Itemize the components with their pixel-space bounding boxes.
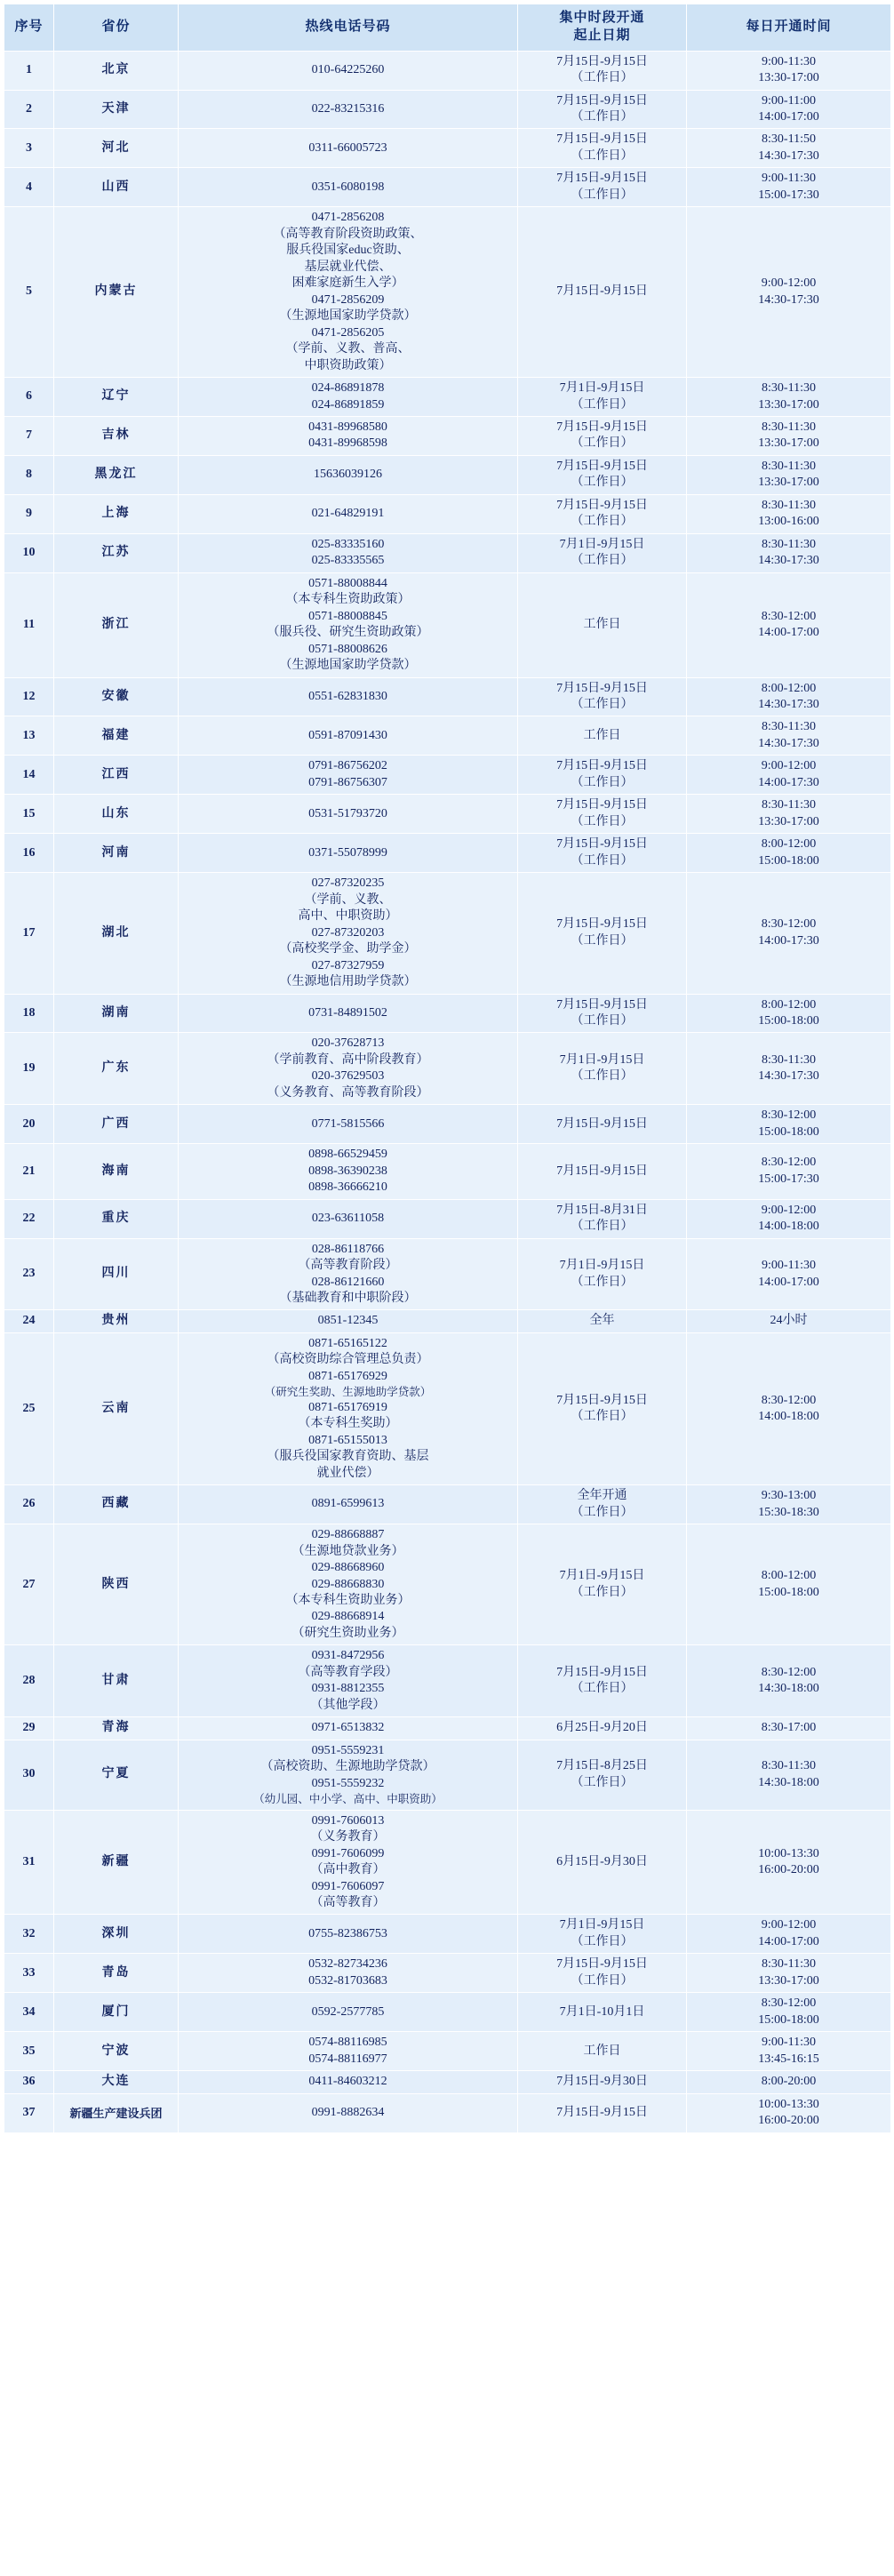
table-row [4,494,891,533]
cell-daily-time: 8:30-11:30 13:30-17:00 [687,416,891,455]
cell-phone-numbers: 025-83335160 025-83335565 [179,533,518,572]
cell-index: 29 [4,1717,54,1740]
table-row [4,1485,891,1524]
cell-phone-numbers: 0532-82734236 0532-81703683 [179,1954,518,1993]
cell-daily-time: 8:30-12:00 14:00-17:30 [687,873,891,994]
cell-period: 7月1日-9月15日 （工作日） [518,1524,687,1645]
cell-index: 17 [4,873,54,994]
cell-index: 22 [4,1199,54,1238]
table-row [4,572,891,677]
cell-daily-time: 24小时 [687,1310,891,1332]
header-province: 省份 [54,4,179,52]
cell-period: 工作日 [518,572,687,677]
cell-province: 吉林 [54,416,179,455]
cell-province: 宁波 [54,2032,179,2071]
cell-daily-time: 8:30-11:50 14:30-17:30 [687,129,891,168]
cell-index: 13 [4,716,54,756]
cell-index: 35 [4,2032,54,2071]
table-row [4,795,891,834]
cell-index: 3 [4,129,54,168]
cell-phone-numbers: 0731-84891502 [179,994,518,1033]
cell-daily-time: 8:30-17:00 [687,1717,891,1740]
header-row [4,4,891,52]
cell-province: 青海 [54,1717,179,1740]
cell-phone-numbers: 029-88668887 （生源地贷款业务） 029-88668960 029-88668830 （本专科生资助业务） 029-88668914 （研究生资助业务） [179,1524,518,1645]
table-row [4,1033,891,1105]
cell-province: 山东 [54,795,179,834]
cell-period: 工作日 [518,716,687,756]
table-row [4,873,891,994]
cell-period: 7月15日-9月15日 （工作日） [518,494,687,533]
cell-period: 7月1日-9月15日 （工作日） [518,1238,687,1310]
cell-phone-numbers: 0574-88116985 0574-88116977 [179,2032,518,2071]
table-row [4,1645,891,1717]
cell-period: 7月15日-8月25日 （工作日） [518,1740,687,1810]
table-row [4,716,891,756]
cell-index: 9 [4,494,54,533]
cell-index: 4 [4,168,54,207]
cell-period: 7月15日-9月15日 （工作日） [518,168,687,207]
hotline-table [4,4,891,2133]
cell-daily-time: 9:00-12:00 14:30-17:30 [687,207,891,378]
cell-daily-time: 8:30-11:30 13:30-17:00 [687,795,891,834]
cell-index: 25 [4,1332,54,1484]
cell-province: 宁夏 [54,1740,179,1810]
cell-period: 7月15日-9月15日 [518,2093,687,2132]
table-row [4,1199,891,1238]
cell-province: 湖北 [54,873,179,994]
cell-daily-time: 8:00-12:00 15:00-18:00 [687,994,891,1033]
cell-period: 7月15日-9月15日 [518,1105,687,1144]
cell-province: 浙江 [54,572,179,677]
cell-phone-numbers: 0531-51793720 [179,795,518,834]
cell-province: 江苏 [54,533,179,572]
cell-daily-time: 9:00-12:00 14:00-18:00 [687,1199,891,1238]
table-row [4,756,891,795]
table-row [4,168,891,207]
cell-province: 天津 [54,90,179,129]
cell-phone-numbers: 0311-66005723 [179,129,518,168]
cell-period: 7月15日-9月15日 （工作日） [518,834,687,873]
cell-phone-numbers: 0991-8882634 [179,2093,518,2132]
table-row [4,834,891,873]
cell-index: 26 [4,1485,54,1524]
table-row [4,533,891,572]
cell-index: 5 [4,207,54,378]
cell-daily-time: 9:00-12:00 14:00-17:00 [687,1915,891,1954]
cell-index: 37 [4,2093,54,2132]
cell-phone-numbers: 027-87320235 （学前、义教、 高中、中职资助） 027-87320203 （高校奖学金、助学金） 027-87327959 （生源地信用助学贷款） [179,873,518,994]
cell-daily-time: 8:00-12:00 15:00-18:00 [687,1524,891,1645]
cell-period: 7月15日-9月15日 （工作日） [518,129,687,168]
cell-index: 2 [4,90,54,129]
cell-daily-time: 9:00-11:30 14:00-17:00 [687,1238,891,1310]
cell-index: 15 [4,795,54,834]
cell-daily-time: 8:30-12:00 14:30-18:00 [687,1645,891,1717]
cell-province: 广西 [54,1105,179,1144]
cell-phone-numbers: 0431-89968580 0431-89968598 [179,416,518,455]
cell-index: 34 [4,1993,54,2032]
cell-daily-time: 8:30-11:30 13:30-17:00 [687,455,891,494]
cell-phone-numbers: 028-86118766 （高等教育阶段） 028-86121660 （基础教育和中职阶段） [179,1238,518,1310]
cell-province: 西藏 [54,1485,179,1524]
cell-province: 黑龙江 [54,455,179,494]
cell-index: 20 [4,1105,54,1144]
cell-index: 18 [4,994,54,1033]
cell-phone-numbers: 0931-8472956 （高等教育学段） 0931-8812355 （其他学段） [179,1645,518,1717]
cell-province: 湖南 [54,994,179,1033]
table-row [4,994,891,1033]
cell-index: 1 [4,51,54,90]
cell-phone-numbers: 0951-5559231 （高校资助、生源地助学贷款） 0951-5559232 （幼儿园、中小学、高中、中职资助） [179,1740,518,1810]
header-phone: 热线电话号码 [179,4,518,52]
table-row [4,1524,891,1645]
cell-phone-numbers: 022-83215316 [179,90,518,129]
cell-daily-time: 8:30-11:30 14:30-18:00 [687,1740,891,1810]
cell-index: 7 [4,416,54,455]
header-index: 序号 [4,4,54,52]
cell-period: 6月15日-9月30日 [518,1810,687,1915]
cell-daily-time: 8:30-12:00 15:00-18:00 [687,1993,891,2032]
cell-phone-numbers: 0991-7606013 （义务教育） 0991-7606099 （高中教育） 0991-7606097 （高等教育） [179,1810,518,1915]
cell-period: 7月15日-9月15日 （工作日） [518,1645,687,1717]
cell-daily-time: 8:30-11:30 14:30-17:30 [687,533,891,572]
cell-province: 安徽 [54,677,179,716]
cell-period: 7月1日-9月15日 （工作日） [518,1915,687,1954]
cell-province: 内蒙古 [54,207,179,378]
cell-province: 重庆 [54,1199,179,1238]
cell-phone-numbers: 0592-2577785 [179,1993,518,2032]
cell-index: 30 [4,1740,54,1810]
cell-phone-numbers: 0871-65165122 （高校资助综合管理总负责） 0871-65176929 （研究生奖助、生源地助学贷款） 0871-65176919 （本专科生奖助） 0871-65155013 （服兵役国家教育资助、基层 就业代偿） [179,1332,518,1484]
cell-province: 山西 [54,168,179,207]
cell-daily-time: 8:30-12:00 15:00-18:00 [687,1105,891,1144]
cell-index: 8 [4,455,54,494]
cell-period: 7月15日-9月15日 （工作日） [518,416,687,455]
cell-phone-numbers: 0571-88008844 （本专科生资助政策） 0571-88008845 （服兵役、研究生资助政策） 0571-88008626 （生源地国家助学贷款） [179,572,518,677]
cell-province: 四川 [54,1238,179,1310]
cell-period: 工作日 [518,2032,687,2071]
table-row [4,1332,891,1484]
cell-period: 7月15日-8月31日 （工作日） [518,1199,687,1238]
table-row [4,1105,891,1144]
cell-period: 7月15日-9月15日 [518,207,687,378]
cell-period: 7月15日-9月15日 （工作日） [518,873,687,994]
cell-period: 全年 [518,1310,687,1332]
table-row [4,2032,891,2071]
cell-daily-time: 8:30-11:30 13:00-16:00 [687,494,891,533]
table-row [4,1238,891,1310]
cell-period: 7月15日-9月15日 （工作日） [518,90,687,129]
header-period: 集中时段开通 起止日期 [518,4,687,52]
cell-daily-time: 8:00-20:00 [687,2071,891,2093]
cell-period: 6月25日-9月20日 [518,1717,687,1740]
cell-period: 7月15日-9月15日 [518,1144,687,1199]
cell-phone-numbers: 0755-82386753 [179,1915,518,1954]
cell-index: 6 [4,378,54,417]
cell-daily-time: 8:30-11:30 13:30-17:00 [687,1954,891,1993]
cell-province: 福建 [54,716,179,756]
table-row [4,1915,891,1954]
cell-period: 7月15日-9月15日 （工作日） [518,1954,687,1993]
table-row [4,2093,891,2132]
cell-period: 7月1日-9月15日 （工作日） [518,1033,687,1105]
cell-period: 7月15日-9月15日 （工作日） [518,455,687,494]
cell-period: 7月1日-9月15日 （工作日） [518,533,687,572]
cell-province: 云南 [54,1332,179,1484]
cell-province: 青岛 [54,1954,179,1993]
cell-province: 北京 [54,51,179,90]
cell-daily-time: 10:00-13:30 16:00-20:00 [687,2093,891,2132]
cell-daily-time: 10:00-13:30 16:00-20:00 [687,1810,891,1915]
cell-daily-time: 8:30-11:30 13:30-17:00 [687,378,891,417]
header-daily-time: 每日开通时间 [687,4,891,52]
cell-daily-time: 9:00-11:00 14:00-17:00 [687,90,891,129]
cell-phone-numbers: 0851-12345 [179,1310,518,1332]
table-row [4,90,891,129]
cell-phone-numbers: 0791-86756202 0791-86756307 [179,756,518,795]
table-row [4,1717,891,1740]
table-row [4,1810,891,1915]
cell-daily-time: 8:00-12:00 14:30-17:30 [687,677,891,716]
cell-province: 新疆 [54,1810,179,1915]
table-row [4,416,891,455]
cell-daily-time: 9:00-11:30 13:45-16:15 [687,2032,891,2071]
cell-index: 14 [4,756,54,795]
table-row [4,2071,891,2093]
cell-index: 24 [4,1310,54,1332]
cell-phone-numbers: 0551-62831830 [179,677,518,716]
cell-daily-time: 8:30-12:00 14:00-17:00 [687,572,891,677]
cell-index: 36 [4,2071,54,2093]
cell-phone-numbers: 0351-6080198 [179,168,518,207]
cell-period: 7月15日-9月15日 （工作日） [518,677,687,716]
cell-index: 11 [4,572,54,677]
cell-index: 33 [4,1954,54,1993]
cell-daily-time: 9:00-12:00 14:00-17:30 [687,756,891,795]
table-row [4,51,891,90]
cell-daily-time: 8:30-11:30 14:30-17:30 [687,1033,891,1105]
cell-daily-time: 9:00-11:30 13:30-17:00 [687,51,891,90]
cell-period: 7月15日-9月30日 [518,2071,687,2093]
table-row [4,1740,891,1810]
cell-period: 7月15日-9月15日 （工作日） [518,994,687,1033]
cell-phone-numbers: 0891-6599613 [179,1485,518,1524]
cell-period: 7月1日-9月15日 （工作日） [518,378,687,417]
cell-phone-numbers: 020-37628713 （学前教育、高中阶段教育） 020-37629503 （义务教育、高等教育阶段） [179,1033,518,1105]
cell-province: 广东 [54,1033,179,1105]
cell-index: 32 [4,1915,54,1954]
cell-province: 辽宁 [54,378,179,417]
cell-province: 上海 [54,494,179,533]
table-row [4,677,891,716]
cell-period: 全年开通 （工作日） [518,1485,687,1524]
cell-period: 7月15日-9月15日 （工作日） [518,795,687,834]
table-row [4,1310,891,1332]
cell-daily-time: 9:30-13:00 15:30-18:30 [687,1485,891,1524]
cell-index: 27 [4,1524,54,1645]
cell-index: 16 [4,834,54,873]
cell-index: 12 [4,677,54,716]
cell-period: 7月15日-9月15日 （工作日） [518,1332,687,1484]
cell-phone-numbers: 15636039126 [179,455,518,494]
cell-index: 10 [4,533,54,572]
cell-daily-time: 8:30-12:00 14:00-18:00 [687,1332,891,1484]
cell-daily-time: 8:00-12:00 15:00-18:00 [687,834,891,873]
cell-daily-time: 9:00-11:30 15:00-17:30 [687,168,891,207]
cell-phone-numbers: 0371-55078999 [179,834,518,873]
table-body [4,51,891,2132]
cell-phone-numbers: 021-64829191 [179,494,518,533]
cell-phone-numbers: 0591-87091430 [179,716,518,756]
cell-phone-numbers: 023-63611058 [179,1199,518,1238]
table-row [4,1954,891,1993]
cell-phone-numbers: 024-86891878 024-86891859 [179,378,518,417]
cell-province: 大连 [54,2071,179,2093]
cell-province: 贵州 [54,1310,179,1332]
cell-province: 新疆生产建设兵团 [54,2093,179,2132]
table-row [4,455,891,494]
cell-province: 陕西 [54,1524,179,1645]
cell-province: 甘肃 [54,1645,179,1717]
cell-province: 河南 [54,834,179,873]
cell-province: 海南 [54,1144,179,1199]
table-row [4,1993,891,2032]
cell-phone-numbers: 0471-2856208 （高等教育阶段资助政策、 服兵役国家educ资助、 基层就业代偿、 困难家庭新生入学） 0471-2856209 （生源地国家助学贷款） 0471-2856205 （学前、义教、普高、 中职资助政策） [179,207,518,378]
cell-province: 深圳 [54,1915,179,1954]
cell-daily-time: 8:30-12:00 15:00-17:30 [687,1144,891,1199]
cell-index: 23 [4,1238,54,1310]
cell-province: 江西 [54,756,179,795]
cell-daily-time: 8:30-11:30 14:30-17:30 [687,716,891,756]
cell-province: 河北 [54,129,179,168]
cell-phone-numbers: 0411-84603212 [179,2071,518,2093]
cell-period: 7月15日-9月15日 （工作日） [518,51,687,90]
cell-index: 28 [4,1645,54,1717]
cell-period: 7月1日-10月1日 [518,1993,687,2032]
cell-index: 31 [4,1810,54,1915]
cell-index: 21 [4,1144,54,1199]
cell-phone-numbers: 0971-6513832 [179,1717,518,1740]
cell-province: 厦门 [54,1993,179,2032]
cell-period: 7月15日-9月15日 （工作日） [518,756,687,795]
cell-phone-numbers: 010-64225260 [179,51,518,90]
table-row [4,378,891,417]
table-row [4,1144,891,1199]
table-header [4,4,891,52]
table-row [4,129,891,168]
cell-phone-numbers: 0771-5815566 [179,1105,518,1144]
cell-phone-numbers: 0898-66529459 0898-36390238 0898-36666210 [179,1144,518,1199]
cell-index: 19 [4,1033,54,1105]
table-row [4,207,891,378]
